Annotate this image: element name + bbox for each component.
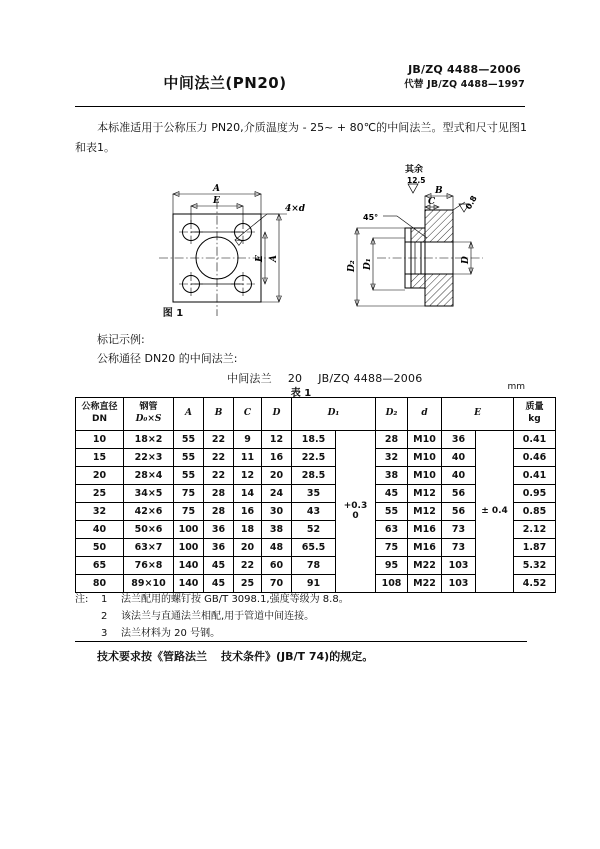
figure-caption-text: 图 1 [162,308,184,319]
th-d1: D₁ [292,398,376,431]
cell-a: 75 [174,503,204,521]
cell-c: 11 [234,449,262,467]
cell-a: 55 [174,467,204,485]
cell-mass: 4.52 [514,575,556,593]
cell-d: 16 [262,449,292,467]
cell-d1: 52 [292,521,336,539]
cell-bolt: M12 [408,485,442,503]
cell-pipe: 18×2 [124,431,174,449]
cell-bolt: M10 [408,449,442,467]
cell-d1: 22.5 [292,449,336,467]
surface-finish-symbol-icon [453,194,479,212]
roughness-value-text: 12.5 [407,176,426,185]
cell-pipe: 76×8 [124,557,174,575]
standard-replaces: 代替 JB/ZQ 4488—1997 [404,78,525,90]
cell-b: 36 [204,539,234,557]
cell-d2: 32 [376,449,408,467]
note-text: 法兰配用的螺钉按 GB/T 3098.1,强度等级为 8.8。 [121,594,349,605]
cell-d1: 91 [292,575,336,593]
th-pipe [124,398,174,431]
dim-e-top-label: E [213,196,220,206]
cell-bolt: M22 [408,575,442,593]
cell-dn: 32 [76,503,124,521]
cell-bolt: M16 [408,539,442,557]
designation-size: 20 [287,371,303,385]
cell-e-tolerance: ± 0.4 [476,431,514,593]
cell-d2: 75 [376,539,408,557]
cell-mass: 2.12 [514,521,556,539]
th-b: B [204,398,234,431]
note-item [75,591,527,608]
designation-name: 中间法兰 [227,371,272,385]
cell-d1: 18.5 [292,431,336,449]
notes-label: 注: [75,594,89,605]
cell-d2: 63 [376,521,408,539]
tech-req-mid: 技术条件》(JB/T 74)的规定。 [221,650,374,663]
th-mass-line1: 质量 [525,402,544,413]
dim-c-label: C [428,197,436,207]
cell-d2: 95 [376,557,408,575]
chamfer-label: 45° [363,213,379,222]
standard-code-block [404,62,525,92]
cell-c: 12 [234,467,262,485]
cell-d: 24 [262,485,292,503]
cell-d: 30 [262,503,292,521]
table-caption: 表 1 [290,388,312,399]
th-bolt-d: d [408,398,442,431]
cell-b: 45 [204,557,234,575]
standard-code: JB/ZQ 4488—2006 [408,63,522,76]
cell-e: 73 [442,521,476,539]
marking-description: 公称通径 DN20 的中间法兰: [97,352,238,366]
header-divider [75,106,525,107]
d1-tol-upper: +0.3 [343,501,368,512]
cell-d1: 28.5 [292,467,336,485]
cell-d1: 78 [292,557,336,575]
cell-mass: 1.87 [514,539,556,557]
th-pipe-line1: 钢管 [139,402,158,413]
cell-c: 9 [234,431,262,449]
cell-d1: 35 [292,485,336,503]
dim-d1-label: D₁ [363,258,373,270]
cell-d: 20 [262,467,292,485]
dim-b-label: B [435,186,443,196]
marking-example-block [75,330,527,388]
cell-b: 22 [204,467,234,485]
cell-dn: 20 [76,467,124,485]
th-mass [514,398,556,431]
roughness-label: 其余 [405,165,424,175]
cell-e: 103 [442,557,476,575]
cell-d: 38 [262,521,292,539]
cell-mass: 0.41 [514,467,556,485]
th-e: E [442,398,514,431]
note-number: 3 [101,628,108,640]
cell-e: 40 [442,449,476,467]
table-row [76,431,556,449]
cell-dn: 25 [76,485,124,503]
cell-pipe: 28×4 [124,467,174,485]
th-a: A [174,398,204,431]
cell-e: 56 [442,485,476,503]
cell-c: 18 [234,521,262,539]
cell-a: 140 [174,575,204,593]
cell-d: 48 [262,539,292,557]
cell-b: 22 [204,449,234,467]
cell-pipe: 42×6 [124,503,174,521]
cell-d1: 43 [292,503,336,521]
cell-c: 25 [234,575,262,593]
table-body [76,431,556,593]
d1-tol-lower: 0 [352,510,359,521]
th-mass-line2: kg [528,414,541,424]
th-d: D [262,398,292,431]
th-dn-line2: DN [91,414,107,424]
cell-d2: 28 [376,431,408,449]
cell-mass: 5.32 [514,557,556,575]
cell-b: 45 [204,575,234,593]
dim-d-label: D [461,256,471,264]
cell-d1: 65.5 [292,539,336,557]
hole-callout-label: 4×d [285,204,306,214]
cell-mass: 0.95 [514,485,556,503]
cell-d2: 45 [376,485,408,503]
th-pipe-line2: D₀×S [135,414,162,424]
cell-pipe: 34×5 [124,485,174,503]
cell-dn: 15 [76,449,124,467]
cell-a: 100 [174,539,204,557]
intro-text: 本标准适用于公称压力 PN20,介质温度为 - 25~ + 80℃的中间法兰。型式和尺寸见图1和表1。 [75,121,527,155]
cell-c: 14 [234,485,262,503]
cell-pipe: 89×10 [124,575,174,593]
cell-dn: 10 [76,431,124,449]
note-number: 2 [101,611,108,623]
dim-e-side-label: E [255,255,265,262]
th-d2: D₂ [376,398,408,431]
cell-d: 12 [262,431,292,449]
table-unit-label: mm [507,382,525,392]
cell-mass: 0.41 [514,431,556,449]
cell-a: 75 [174,485,204,503]
dim-a-top-label: A [213,184,220,194]
cell-c: 16 [234,503,262,521]
cell-a: 100 [174,521,204,539]
cell-b: 28 [204,503,234,521]
figure-1 [75,158,527,330]
cell-d: 60 [262,557,292,575]
cell-b: 28 [204,485,234,503]
cell-dn: 40 [76,521,124,539]
cell-b: 36 [204,521,234,539]
surface-finish-value: 0.8 [463,194,479,211]
cell-d2: 108 [376,575,408,593]
cell-pipe: 63×7 [124,539,174,557]
note-text: 法兰材料为 20 号钢。 [121,628,221,640]
table-header-row [76,398,556,431]
cell-e: 73 [442,539,476,557]
document-header [75,62,525,104]
marking-heading: 标记示例: [97,333,145,346]
cell-d2: 38 [376,467,408,485]
cell-d: 70 [262,575,292,593]
page-title: 中间法兰(PN20) [163,74,287,92]
th-dn-line1: 公称直径 [81,402,118,413]
note-item [75,625,527,642]
cell-bolt: M12 [408,503,442,521]
table-notes [75,591,527,643]
cell-bolt: M22 [408,557,442,575]
cell-a: 55 [174,431,204,449]
cell-mass: 0.46 [514,449,556,467]
note-number: 1 [101,594,108,605]
cell-a: 55 [174,449,204,467]
cell-e: 40 [442,467,476,485]
th-c: C [234,398,262,431]
figure-caption [75,304,527,319]
cell-e: 56 [442,503,476,521]
tech-req-prefix: 技术要求按《管路法兰 [97,650,207,663]
cell-dn: 80 [76,575,124,593]
cell-pipe: 50×6 [124,521,174,539]
note-text: 该法兰与直通法兰相配,用于管道中间连接。 [121,611,315,623]
cell-bolt: M16 [408,521,442,539]
cell-d1-tolerance [336,431,376,593]
cell-b: 22 [204,431,234,449]
note-item [75,608,527,625]
cell-dn: 65 [76,557,124,575]
cell-c: 22 [234,557,262,575]
notes-divider [75,641,527,642]
cell-d2: 55 [376,503,408,521]
cell-bolt: M10 [408,431,442,449]
cell-e: 36 [442,431,476,449]
dimensions-table [75,397,556,593]
dim-a-side-label: A [269,255,279,262]
cell-e: 103 [442,575,476,593]
cell-c: 20 [234,539,262,557]
technical-requirement [75,648,527,667]
th-dn [76,398,124,431]
dim-d2-label: D₂ [347,260,357,272]
intro-paragraph [75,118,527,159]
cell-a: 140 [174,557,204,575]
cell-bolt: M10 [408,467,442,485]
designation-standard: JB/ZQ 4488—2006 [318,371,423,385]
cell-mass: 0.85 [514,503,556,521]
cell-dn: 50 [76,539,124,557]
cell-pipe: 22×3 [124,449,174,467]
